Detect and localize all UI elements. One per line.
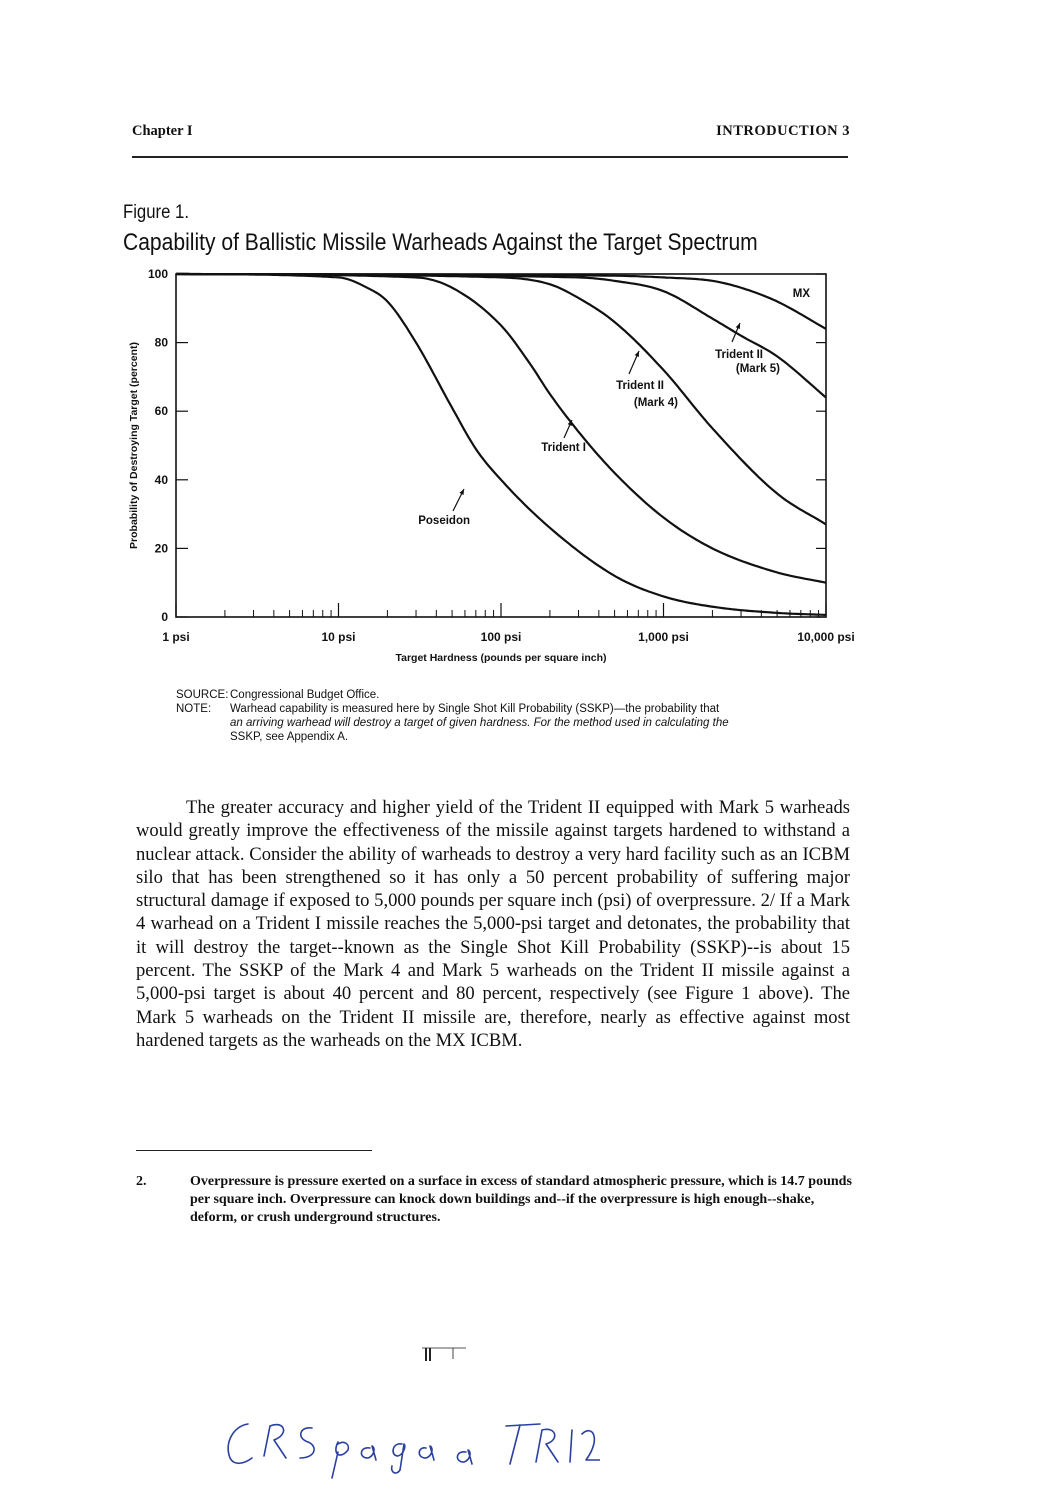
series-line-1	[176, 274, 826, 583]
figure-label: Figure 1.	[123, 202, 189, 223]
y-tick-label: 60	[154, 404, 168, 419]
source-text: Congressional Budget Office.	[230, 689, 380, 701]
chapter-label: Chapter I	[132, 123, 193, 139]
series-line-4	[176, 274, 826, 329]
hardness-chart	[120, 262, 855, 672]
note-line-3: SSKP, see Appendix A.	[230, 731, 349, 743]
y-tick-label: 40	[154, 472, 168, 487]
label-trident2-mark4-name: Trident II	[616, 380, 664, 392]
label-trident2-mark4-sub: (Mark 4)	[633, 397, 678, 409]
footnote-text: Overpressure is pressure exerted on a surface in excess of standard atmospheric pressure, which is 14.7 pounds per square inch. Overpressure can knock down buildings and--if the overpressure is high enough--shake, deform, or crush underground structures.	[190, 1174, 852, 1225]
note-line-2: an arriving warhead will destroy a target of given hardness. For the method used in calculating the	[230, 717, 729, 729]
series-line-3	[176, 274, 826, 398]
x-axis-label: Target Hardness (pounds per square inch)	[395, 652, 607, 664]
body-paragraph	[136, 796, 850, 1052]
y-tick-label: 0	[161, 610, 168, 624]
label-trident2-mark5-sub: (Mark 5)	[735, 363, 780, 375]
x-tick-label: 10 psi	[321, 630, 356, 644]
header-rule	[132, 156, 848, 158]
label-mx: MX	[792, 288, 810, 300]
source-key: SOURCE:	[176, 689, 229, 701]
label-trident1: Trident I	[541, 442, 586, 454]
note-line-1: Warhead capability is measured here by Single Shot Kill Probability (SSKP)—the probability that	[230, 703, 720, 715]
footnote	[136, 1173, 852, 1227]
x-tick-label: 100 psi	[480, 630, 522, 644]
y-tick-label: 80	[154, 335, 168, 350]
y-tick-label: 20	[154, 541, 168, 556]
note-key: NOTE:	[176, 703, 212, 715]
scan-artifact-mark	[420, 1345, 470, 1365]
section-page-label: INTRODUCTION 3	[716, 123, 850, 139]
x-tick-label: 1 psi	[162, 630, 190, 644]
label-trident2-mark5-name: Trident II	[715, 349, 763, 361]
footnote-rule	[136, 1150, 372, 1151]
handwritten-note	[220, 1412, 600, 1482]
footnote-number: 2.	[136, 1174, 147, 1189]
series-line-2	[176, 274, 826, 524]
paragraph-text: The greater accuracy and higher yield of the Trident II equipped with Mark 5 warheads would greatly improve the effectiveness of the missile against targets hardened to withstand a nuclear attack. Consider the ability of warheads to destroy a very hard facility such as an ICBM silo that has been strengthened so it has only a 50 percent probability of suffering major structural damage if exposed to 5,000 pounds per square inch (psi) of overpressure. 2/ If a Mark 4 warhead on a Trident I missile reaches the 5,000-psi target and detonates, the probability that it will destroy the target--known as the Single Shot Kill Probability (SSKP)--is about 15 percent. The SSKP of the Mark 4 and Mark 5 warheads on the Trident II missile against a 5,000-psi target is about 40 percent and 80 percent, respectively (see Figure 1 above). The Mark 5 warheads on the Trident II missile are, therefore, nearly as effective against most hardened targets as the warheads on the MX ICBM.	[136, 797, 850, 1051]
y-axis-label: Probability of Destroying Target (percent)	[128, 342, 140, 549]
label-poseidon: Poseidon	[418, 515, 470, 527]
x-tick-label: 1,000 psi	[638, 630, 689, 644]
figure-notes	[176, 688, 836, 744]
x-tick-label: 10,000 psi	[797, 630, 855, 644]
figure-title: Capability of Ballistic Missile Warheads Against the Target Spectrum	[123, 229, 758, 256]
y-tick-label: 100	[147, 267, 168, 281]
